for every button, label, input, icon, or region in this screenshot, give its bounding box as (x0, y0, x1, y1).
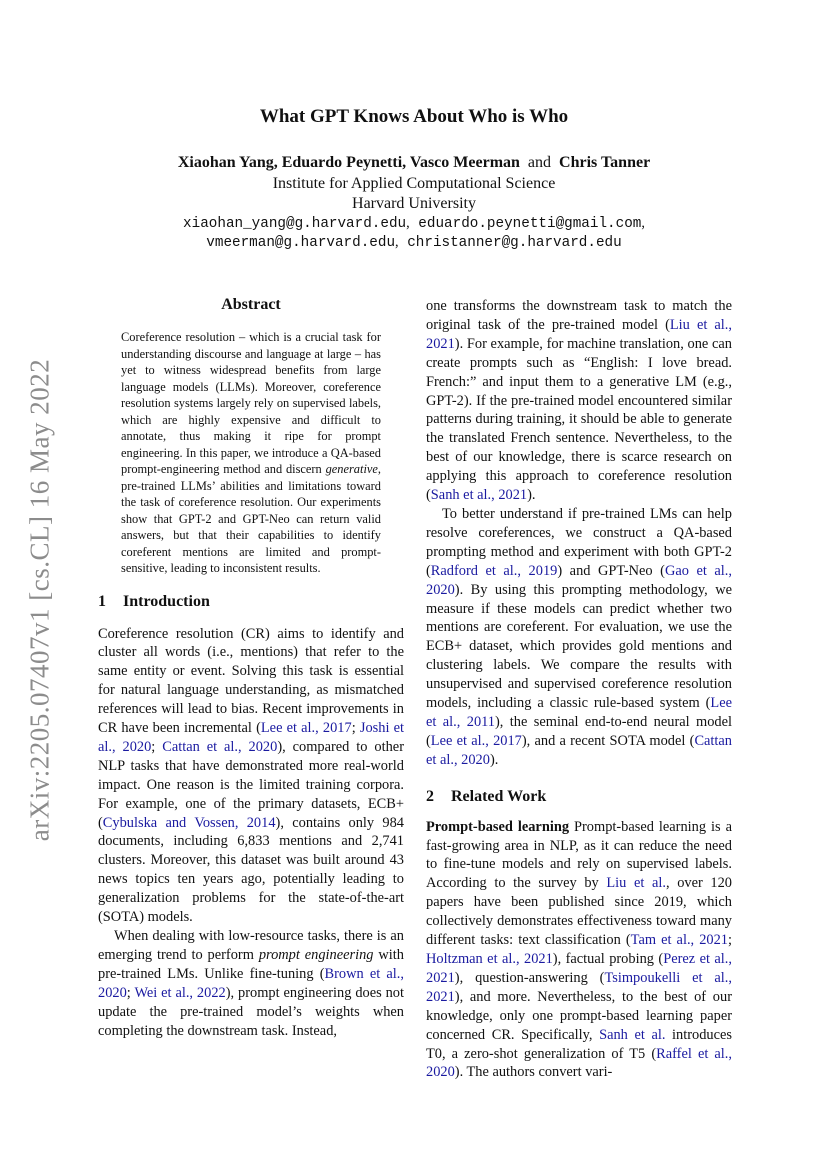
intro-paragraph-1: Coreference resolution (CR) aims to identify and cluster all words (i.e., mentions) that refer to the same entity or event. Solving this task is essential for natural language understanding, as mismatched references will lead to bias. Recent improvements in CR have been incremental (Lee et al., 2017; Joshi et al., 2020; Cattan et al., 2020), compared to other NLP tasks that have demonstrated more real-world impact. One reason is the limited training corpora. For example, one of the primary datasets, ECB+ (Cybulska and Vossen, 2014), contains only 984 documents, including 6,833 mentions and 2,741 clusters. Moreover, this dataset was built around 43 news topics ten years ago, potentially leading to generalization problems for the state-of-the-art (SOTA) models. (98, 625, 404, 926)
abstract-heading: Abstract (221, 296, 281, 313)
citation-link[interactable]: Holtzman et al., 2021 (426, 951, 553, 967)
paragraph-heading: Prompt-based learning (426, 818, 570, 835)
citation-link[interactable]: Cattan et al., 2020 (162, 738, 278, 755)
arxiv-stamp-text: arXiv:2205.07407v1 [cs.CL] 16 May 2022 (24, 358, 55, 842)
affiliation-university: Harvard University (352, 195, 476, 212)
citation-link[interactable]: Raffel et al., 2020 (426, 1045, 733, 1081)
email-link[interactable]: eduardo.peynetti@gmail.com (418, 216, 642, 232)
email-link[interactable]: christanner@g.harvard.edu (407, 235, 622, 251)
citation-link[interactable]: Cybulska and Vossen, 2014 (102, 814, 276, 831)
citation-link[interactable]: Brown et al., 2020 (98, 965, 404, 1001)
citation-link[interactable]: Wei et al., 2022 (134, 984, 226, 1001)
author-names: Xiaohan Yang, Eduardo Peynetti, Vasco Meerman (177, 154, 520, 171)
email-line-2: vmeerman@g.harvard.edu, christanner@g.harvard.edu (206, 234, 622, 251)
right-column (426, 297, 732, 1082)
citation-link[interactable]: Lee et al., 2017 (430, 732, 522, 749)
intro-paragraph-2-continued: one transforms the downstream task to match the original task of the pre-trained model (Liu et al., 2021). For example, for machine translation, one can create prompts such as “English: I love bread. French:” and input them to a generative LM (e.g., GPT-2). If the pre-trained model encountered similar patterns during training, it should be able to generate the translated French sentence. Nevertheless, to the best of our knowledge, there is scarce research on applying this approach to coreference resolution (Sanh et al., 2021). (426, 298, 732, 504)
section-heading-introduction (98, 593, 404, 611)
citation-link[interactable]: Tam et al., 2021 (630, 932, 728, 949)
citation-link[interactable]: Tsimpoukelli et al., 2021 (426, 969, 732, 1005)
citation-link[interactable]: Lee et al., 2017 (260, 720, 352, 737)
email-link[interactable]: vmeerman@g.harvard.edu (206, 235, 396, 251)
citation-link[interactable]: Lee et al., 2011 (426, 695, 732, 730)
section-number: 2 (426, 787, 434, 805)
citation-link[interactable]: Perez et al., 2021 (426, 951, 732, 986)
left-column (98, 296, 404, 1040)
citation-link[interactable]: Liu et al. (606, 875, 666, 892)
intro-paragraph-2: When dealing with low-resource tasks, there is an emerging trend to perform prompt engineering with pre-trained LMs. Unlike fine-tuning (Brown et al., 2020; Wei et al., 2022), prompt engineering does not update the pre-trained model’s weights when completing the downstream task. Instead, (98, 928, 404, 1039)
author-and: and (527, 154, 552, 171)
citation-link[interactable]: Joshi et al., 2020 (98, 720, 404, 755)
citation-link[interactable]: Sanh et al. (599, 1026, 666, 1043)
email-link[interactable]: xiaohan_yang@g.harvard.edu (183, 216, 407, 232)
related-paragraph-1: Prompt-based learning Prompt-based learning is a fast-growing area in NLP, as it can reduce the need to fine-tune models and rely on supervised labels. According to the survey by Liu et al., over 120 papers have been published since 2019, which collectively demonstrates effectiveness toward many different tasks: text classification (Tam et al., 2021; Holtzman et al., 2021), factual probing (Perez et al., 2021), question-answering (Tsimpoukelli et al., 2021), and more. Nevertheless, to the best of our knowledge, only one prompt-based learning paper concerned CR. Specifically, Sanh et al. introduces T0, a zero-shot generalization of T5 (Raffel et al., 2020). The authors convert vari- (426, 818, 733, 1081)
citation-link[interactable]: Sanh et al., 2021 (430, 487, 528, 504)
author-list (0, 154, 828, 172)
section-title: Introduction (123, 592, 210, 610)
section-title: Related Work (451, 787, 547, 805)
citation-link[interactable]: Gao et al., 2020 (426, 562, 732, 598)
paper-title: What GPT Knows About Who is Who (259, 106, 569, 127)
section-number: 1 (98, 592, 106, 610)
citation-link[interactable]: Liu et al., 2021 (426, 316, 732, 352)
abstract-text: Coreference resolution – which is a crucial task for understanding discourse and language at large – has yet to witness widespread benefits from large language models (LLMs). Moreover, coreference resolution systems largely rely on supervised labels, which are highly expensive and difficult to annotate, thus making it ripe for prompt engineering. In this paper, we introduce a QA-based prompt-engineering method and discern generative, pre-trained LLMs’ abilities and limitations toward the task of coreference resolution. Our experiments show that GPT-2 and GPT-Neo can return valid answers, but that their capabilities to identify coreferent mentions are limited and prompt-sensitive, leading to inconsistent results. (121, 330, 381, 575)
citation-link[interactable]: Radford et al., 2019 (430, 562, 558, 579)
affiliation-institute: Institute for Applied Computational Science (272, 175, 556, 192)
citation-link[interactable]: Cattan et al., 2020 (426, 732, 733, 768)
intro-paragraph-3: To better understand if pre-trained LMs can help resolve coreferences, we construct a QA-based prompting method and experiment with both GPT-2 (Radford et al., 2019) and GPT-Neo (Gao et al., 2020). By using this prompting methodology, we measure if these models can predict whether two mentions are coreferent. For evaluation, we use the ECB+ dataset, which provides gold mentions and clustering labels. We compare the results with unsupervised and supervised coreference resolution models, including a classic rule-based system (Lee et al., 2011), the seminal end-to-end neural model (Lee et al., 2017), and a recent SOTA model (Cattan et al., 2020). (426, 505, 733, 768)
email-line-1: xiaohan_yang@g.harvard.edu, eduardo.peynetti@gmail.com, (183, 215, 645, 232)
author-last: Chris Tanner (559, 154, 651, 171)
section-heading-related-work (426, 788, 732, 806)
